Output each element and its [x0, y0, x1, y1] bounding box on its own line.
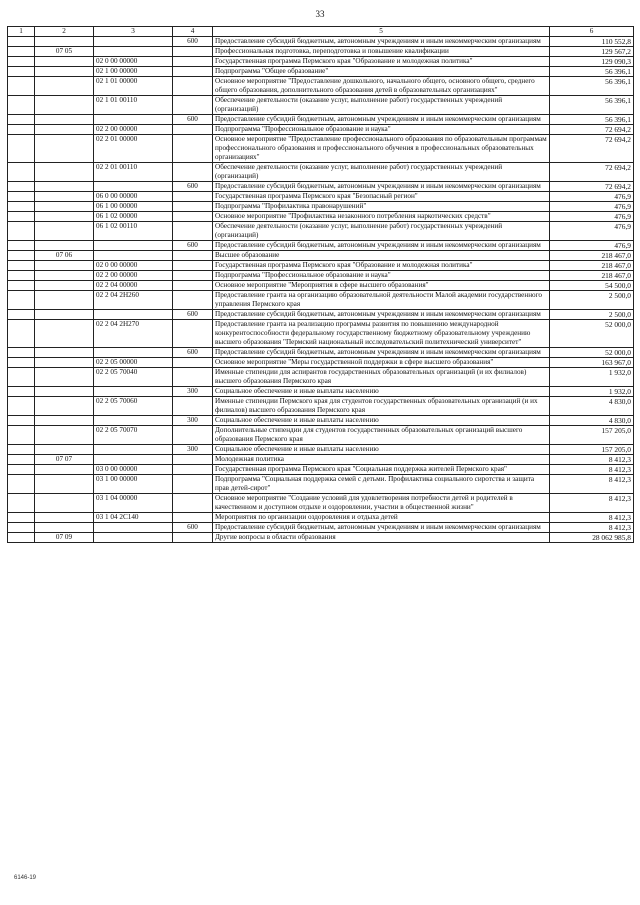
column-header-5: 5	[213, 27, 550, 37]
cell-item-name: Именные стипендии для аспирантов государственных образовательных организаций (и их филиалов) высшего образования Пермского края	[213, 368, 550, 387]
cell-section-code	[35, 202, 94, 212]
cell-target-code: 02 2 00 00000	[94, 125, 173, 135]
table-row	[8, 348, 634, 358]
cell-target-code: 02 2 05 00000	[94, 358, 173, 368]
cell-target-code	[94, 37, 173, 47]
cell-expense-type: 600	[173, 241, 213, 251]
cell-target-code: 03 1 00 00000	[94, 475, 173, 494]
cell-col1	[8, 310, 35, 320]
cell-target-code: 06 0 00 00000	[94, 192, 173, 202]
cell-section-code	[35, 465, 94, 475]
cell-expense-type	[173, 368, 213, 387]
table-row	[8, 125, 634, 135]
table-row	[8, 77, 634, 96]
cell-amount: 2 500,0	[550, 310, 634, 320]
cell-target-code: 02 2 05 70040	[94, 368, 173, 387]
cell-expense-type: 300	[173, 416, 213, 426]
cell-item-name: Основное мероприятие "Предоставление дошкольного, начального общего, основного общего, среднего общего образования, дополнительного образования детей в образовательных организациях"	[213, 77, 550, 96]
cell-section-code	[35, 416, 94, 426]
cell-amount: 218 467,0	[550, 251, 634, 261]
cell-expense-type	[173, 291, 213, 310]
table-row	[8, 465, 634, 475]
cell-expense-type: 600	[173, 310, 213, 320]
cell-item-name: Предоставление гранта на реализацию программы развития по повышению международной конкурентоспособности федеральному государственному бюджетному образовательному учреждению высшего образования "Пермский национальный исследовательский политехнический университет"	[213, 320, 550, 348]
cell-item-name: Предоставление субсидий бюджетным, автономным учреждениям и иным некоммерческим организациям	[213, 37, 550, 47]
cell-section-code	[35, 57, 94, 67]
cell-amount: 218 467,0	[550, 271, 634, 281]
cell-amount: 8 412,3	[550, 465, 634, 475]
cell-section-code	[35, 222, 94, 241]
cell-expense-type	[173, 320, 213, 348]
cell-col1	[8, 37, 35, 47]
table-header-row	[8, 27, 634, 37]
table-row	[8, 291, 634, 310]
cell-amount: 163 967,0	[550, 358, 634, 368]
table-row	[8, 202, 634, 212]
cell-expense-type	[173, 455, 213, 465]
cell-expense-type	[173, 397, 213, 416]
cell-amount: 28 062 985,8	[550, 533, 634, 543]
cell-expense-type: 300	[173, 387, 213, 397]
cell-col1	[8, 57, 35, 67]
cell-expense-type: 600	[173, 115, 213, 125]
cell-item-name: Предоставление субсидий бюджетным, автономным учреждениям и иным некоммерческим организациям	[213, 182, 550, 192]
cell-amount: 56 396,1	[550, 96, 634, 115]
cell-col1	[8, 202, 35, 212]
cell-target-code: 02 2 05 70060	[94, 397, 173, 416]
cell-amount: 72 694,2	[550, 163, 634, 182]
table-row	[8, 135, 634, 163]
cell-target-code: 02 2 01 00000	[94, 135, 173, 163]
cell-section-code	[35, 125, 94, 135]
table-row	[8, 494, 634, 513]
cell-section-code	[35, 397, 94, 416]
cell-col1	[8, 251, 35, 261]
cell-section-code	[35, 135, 94, 163]
cell-section-code	[35, 281, 94, 291]
cell-target-code	[94, 533, 173, 543]
cell-target-code	[94, 310, 173, 320]
cell-item-name: Мероприятия по организации оздоровления и отдыха детей	[213, 513, 550, 523]
cell-amount: 8 412,3	[550, 455, 634, 465]
page-number: 33	[315, 9, 325, 19]
table-row	[8, 212, 634, 222]
cell-target-code: 02 0 00 00000	[94, 57, 173, 67]
cell-target-code: 06 1 00 00000	[94, 202, 173, 212]
cell-section-code	[35, 77, 94, 96]
cell-expense-type	[173, 47, 213, 57]
cell-target-code	[94, 182, 173, 192]
cell-item-name: Молодежная политика	[213, 455, 550, 465]
cell-col1	[8, 348, 35, 358]
cell-item-name: Основное мероприятие "Создание условий для удовлетворения потребности детей и родителей в качественном и доступном отдыхе и оздоровлении, участии в общественной жизни"	[213, 494, 550, 513]
cell-target-code: 02 2 01 00110	[94, 163, 173, 182]
cell-expense-type	[173, 261, 213, 271]
column-header-4: 4	[173, 27, 213, 37]
table-row	[8, 57, 634, 67]
cell-section-code	[35, 67, 94, 77]
cell-target-code	[94, 348, 173, 358]
cell-item-name: Высшее образование	[213, 251, 550, 261]
cell-col1	[8, 320, 35, 348]
cell-target-code	[94, 241, 173, 251]
cell-target-code: 02 2 05 70070	[94, 426, 173, 445]
table-row	[8, 533, 634, 543]
table-row	[8, 523, 634, 533]
cell-target-code	[94, 416, 173, 426]
cell-col1	[8, 513, 35, 523]
cell-amount: 52 000,0	[550, 320, 634, 348]
cell-amount: 218 467,0	[550, 261, 634, 271]
cell-section-code	[35, 445, 94, 455]
cell-col1	[8, 125, 35, 135]
cell-expense-type	[173, 251, 213, 261]
cell-section-code	[35, 348, 94, 358]
cell-item-name: Предоставление субсидий бюджетным, автономным учреждениям и иным некоммерческим организациям	[213, 115, 550, 125]
cell-amount: 4 830,0	[550, 397, 634, 416]
cell-col1	[8, 67, 35, 77]
cell-target-code	[94, 387, 173, 397]
table-row	[8, 320, 634, 348]
cell-target-code: 06 1 02 00000	[94, 212, 173, 222]
cell-item-name: Государственная программа Пермского края "Образование и молодежная политика"	[213, 261, 550, 271]
cell-expense-type	[173, 135, 213, 163]
cell-amount: 1 932,0	[550, 368, 634, 387]
cell-col1	[8, 475, 35, 494]
cell-expense-type	[173, 77, 213, 96]
cell-section-code: 07 07	[35, 455, 94, 465]
cell-expense-type: 600	[173, 348, 213, 358]
cell-section-code: 07 09	[35, 533, 94, 543]
cell-col1	[8, 426, 35, 445]
cell-target-code: 03 1 04 00000	[94, 494, 173, 513]
cell-expense-type	[173, 281, 213, 291]
cell-section-code	[35, 387, 94, 397]
cell-expense-type	[173, 57, 213, 67]
cell-col1	[8, 271, 35, 281]
cell-col1	[8, 291, 35, 310]
table-row	[8, 310, 634, 320]
cell-item-name: Основное мероприятие "Профилактика незаконного потребления наркотических средств"	[213, 212, 550, 222]
column-header-2: 2	[35, 27, 94, 37]
cell-section-code	[35, 368, 94, 387]
table-row	[8, 163, 634, 182]
cell-section-code	[35, 494, 94, 513]
cell-target-code: 02 2 04 00000	[94, 281, 173, 291]
cell-item-name: Именные стипендии Пермского края для студентов государственных образовательных организаций (и их филиалов) высшего образования Пермского края	[213, 397, 550, 416]
table-row	[8, 387, 634, 397]
cell-item-name: Подпрограмма "Профилактика правонарушений"	[213, 202, 550, 212]
cell-col1	[8, 212, 35, 222]
cell-expense-type	[173, 426, 213, 445]
cell-amount: 476,9	[550, 202, 634, 212]
cell-expense-type	[173, 533, 213, 543]
table-row	[8, 96, 634, 115]
table-row	[8, 115, 634, 125]
cell-item-name: Социальное обеспечение и иные выплаты населению	[213, 445, 550, 455]
cell-col1	[8, 445, 35, 455]
table-row	[8, 37, 634, 47]
cell-amount: 8 412,3	[550, 494, 634, 513]
cell-col1	[8, 281, 35, 291]
cell-item-name: Обеспечение деятельности (оказание услуг, выполнение работ) государственных учреждений (организаций)	[213, 163, 550, 182]
cell-amount: 476,9	[550, 192, 634, 202]
cell-amount: 1 932,0	[550, 387, 634, 397]
cell-amount: 56 396,1	[550, 115, 634, 125]
cell-amount: 8 412,3	[550, 523, 634, 533]
cell-col1	[8, 115, 35, 125]
cell-expense-type	[173, 222, 213, 241]
column-header-3: 3	[94, 27, 173, 37]
cell-section-code	[35, 163, 94, 182]
cell-target-code: 02 1 01 00000	[94, 77, 173, 96]
cell-expense-type	[173, 67, 213, 77]
cell-item-name: Предоставление субсидий бюджетным, автономным учреждениям и иным некоммерческим организациям	[213, 241, 550, 251]
cell-target-code: 06 1 02 00110	[94, 222, 173, 241]
cell-amount: 4 830,0	[550, 416, 634, 426]
cell-item-name: Подпрограмма "Общее образование"	[213, 67, 550, 77]
table-row	[8, 358, 634, 368]
cell-item-name: Основное мероприятие "Меры государственной поддержки в сфере высшего образования"	[213, 358, 550, 368]
cell-item-name: Подпрограмма "Профессиональное образование и наука"	[213, 125, 550, 135]
cell-expense-type	[173, 513, 213, 523]
cell-col1	[8, 192, 35, 202]
cell-section-code	[35, 523, 94, 533]
table-row	[8, 241, 634, 251]
cell-target-code: 02 0 00 00000	[94, 261, 173, 271]
cell-col1	[8, 397, 35, 416]
cell-target-code: 03 1 04 2С140	[94, 513, 173, 523]
cell-target-code	[94, 115, 173, 125]
cell-target-code: 02 2 00 00000	[94, 271, 173, 281]
cell-amount: 8 412,3	[550, 475, 634, 494]
cell-item-name: Предоставление гранта на организацию образовательной деятельности Малой академии государственного управления Пермского края	[213, 291, 550, 310]
cell-expense-type: 600	[173, 182, 213, 192]
table-row	[8, 251, 634, 261]
cell-section-code	[35, 241, 94, 251]
cell-expense-type: 600	[173, 523, 213, 533]
cell-section-code	[35, 291, 94, 310]
cell-item-name: Основное мероприятие "Мероприятия в сфере высшего образования"	[213, 281, 550, 291]
cell-expense-type	[173, 125, 213, 135]
cell-section-code	[35, 513, 94, 523]
cell-section-code: 07 05	[35, 47, 94, 57]
cell-section-code	[35, 96, 94, 115]
cell-section-code: 07 06	[35, 251, 94, 261]
cell-target-code	[94, 523, 173, 533]
cell-item-name: Государственная программа Пермского края "Образование и молодежная политика"	[213, 57, 550, 67]
document-code: 6146-19	[14, 875, 37, 881]
cell-item-name: Подпрограмма "Профессиональное образование и наука"	[213, 271, 550, 281]
cell-amount: 52 000,0	[550, 348, 634, 358]
cell-col1	[8, 135, 35, 163]
table-row	[8, 281, 634, 291]
cell-expense-type	[173, 271, 213, 281]
table-row	[8, 416, 634, 426]
cell-amount: 54 500,0	[550, 281, 634, 291]
cell-expense-type: 300	[173, 445, 213, 455]
cell-col1	[8, 163, 35, 182]
budget-table	[7, 26, 634, 543]
cell-col1	[8, 96, 35, 115]
cell-amount: 157 205,0	[550, 445, 634, 455]
cell-amount: 72 694,2	[550, 182, 634, 192]
table-row	[8, 445, 634, 455]
cell-expense-type	[173, 358, 213, 368]
cell-target-code: 02 2 04 2Н270	[94, 320, 173, 348]
cell-amount: 476,9	[550, 222, 634, 241]
cell-col1	[8, 533, 35, 543]
cell-col1	[8, 241, 35, 251]
cell-amount: 129 090,3	[550, 57, 634, 67]
table-row	[8, 368, 634, 387]
cell-col1	[8, 182, 35, 192]
cell-col1	[8, 222, 35, 241]
cell-section-code	[35, 192, 94, 202]
table-row	[8, 455, 634, 465]
cell-item-name: Дополнительные стипендии для студентов государственных образовательных организаций высшего образования Пермского края	[213, 426, 550, 445]
table-row	[8, 426, 634, 445]
cell-amount: 476,9	[550, 212, 634, 222]
cell-item-name: Основное мероприятие "Предоставление профессионального образования по образовательным программам профессионального образования и профессионального обучения в профессиональных образовательных организациях"	[213, 135, 550, 163]
column-header-1: 1	[8, 27, 35, 37]
cell-target-code	[94, 47, 173, 57]
table-row	[8, 222, 634, 241]
cell-item-name: Обеспечение деятельности (оказание услуг, выполнение работ) государственных учреждений (организаций)	[213, 96, 550, 115]
cell-expense-type	[173, 465, 213, 475]
table-body	[8, 37, 634, 543]
cell-expense-type: 600	[173, 37, 213, 47]
table-row	[8, 192, 634, 202]
cell-expense-type	[173, 192, 213, 202]
cell-col1	[8, 465, 35, 475]
cell-expense-type	[173, 163, 213, 182]
cell-amount: 56 396,1	[550, 77, 634, 96]
cell-expense-type	[173, 96, 213, 115]
cell-col1	[8, 455, 35, 465]
cell-section-code	[35, 310, 94, 320]
cell-target-code: 03 0 00 00000	[94, 465, 173, 475]
cell-target-code	[94, 445, 173, 455]
cell-amount: 56 396,1	[550, 67, 634, 77]
cell-section-code	[35, 182, 94, 192]
cell-target-code	[94, 251, 173, 261]
table-row	[8, 47, 634, 57]
cell-col1	[8, 523, 35, 533]
cell-target-code: 02 1 01 00110	[94, 96, 173, 115]
cell-col1	[8, 358, 35, 368]
cell-expense-type	[173, 202, 213, 212]
table-row	[8, 182, 634, 192]
cell-amount: 157 205,0	[550, 426, 634, 445]
cell-amount: 2 500,0	[550, 291, 634, 310]
cell-col1	[8, 77, 35, 96]
cell-col1	[8, 387, 35, 397]
cell-section-code	[35, 475, 94, 494]
cell-section-code	[35, 37, 94, 47]
cell-expense-type	[173, 494, 213, 513]
cell-item-name: Предоставление субсидий бюджетным, автономным учреждениям и иным некоммерческим организациям	[213, 348, 550, 358]
cell-section-code	[35, 358, 94, 368]
cell-section-code	[35, 271, 94, 281]
cell-item-name: Предоставление субсидий бюджетным, автономным учреждениям и иным некоммерческим организациям	[213, 523, 550, 533]
table-row	[8, 513, 634, 523]
cell-section-code	[35, 426, 94, 445]
cell-amount: 110 552,8	[550, 37, 634, 47]
cell-item-name: Обеспечение деятельности (оказание услуг, выполнение работ) государственных учреждений (организаций)	[213, 222, 550, 241]
cell-item-name: Предоставление субсидий бюджетным, автономным учреждениям и иным некоммерческим организациям	[213, 310, 550, 320]
cell-target-code	[94, 455, 173, 465]
table-row	[8, 271, 634, 281]
cell-expense-type	[173, 475, 213, 494]
table-row	[8, 261, 634, 271]
table-row	[8, 475, 634, 494]
cell-col1	[8, 416, 35, 426]
table-row	[8, 67, 634, 77]
cell-expense-type	[173, 212, 213, 222]
cell-amount: 72 694,2	[550, 125, 634, 135]
cell-amount: 8 412,3	[550, 513, 634, 523]
cell-item-name: Другие вопросы в области образования	[213, 533, 550, 543]
cell-item-name: Государственная программа Пермского края "Социальная поддержка жителей Пермского края"	[213, 465, 550, 475]
cell-col1	[8, 494, 35, 513]
cell-item-name: Социальное обеспечение и иные выплаты населению	[213, 416, 550, 426]
table-row	[8, 397, 634, 416]
cell-target-code: 02 1 00 00000	[94, 67, 173, 77]
cell-amount: 72 694,2	[550, 135, 634, 163]
cell-amount: 476,9	[550, 241, 634, 251]
cell-item-name: Социальное обеспечение и иные выплаты населению	[213, 387, 550, 397]
cell-col1	[8, 47, 35, 57]
cell-target-code: 02 2 04 2Н260	[94, 291, 173, 310]
cell-amount: 129 567,2	[550, 47, 634, 57]
cell-item-name: Подпрограмма "Социальная поддержка семей с детьми. Профилактика социального сиротства и защита прав детей-сирот"	[213, 475, 550, 494]
cell-col1	[8, 261, 35, 271]
cell-section-code	[35, 261, 94, 271]
cell-section-code	[35, 320, 94, 348]
cell-section-code	[35, 115, 94, 125]
column-header-6: 6	[550, 27, 634, 37]
cell-item-name: Профессиональная подготовка, переподготовка и повышение квалификации	[213, 47, 550, 57]
cell-section-code	[35, 212, 94, 222]
cell-item-name: Государственная программа Пермского края "Безопасный регион"	[213, 192, 550, 202]
cell-col1	[8, 368, 35, 387]
